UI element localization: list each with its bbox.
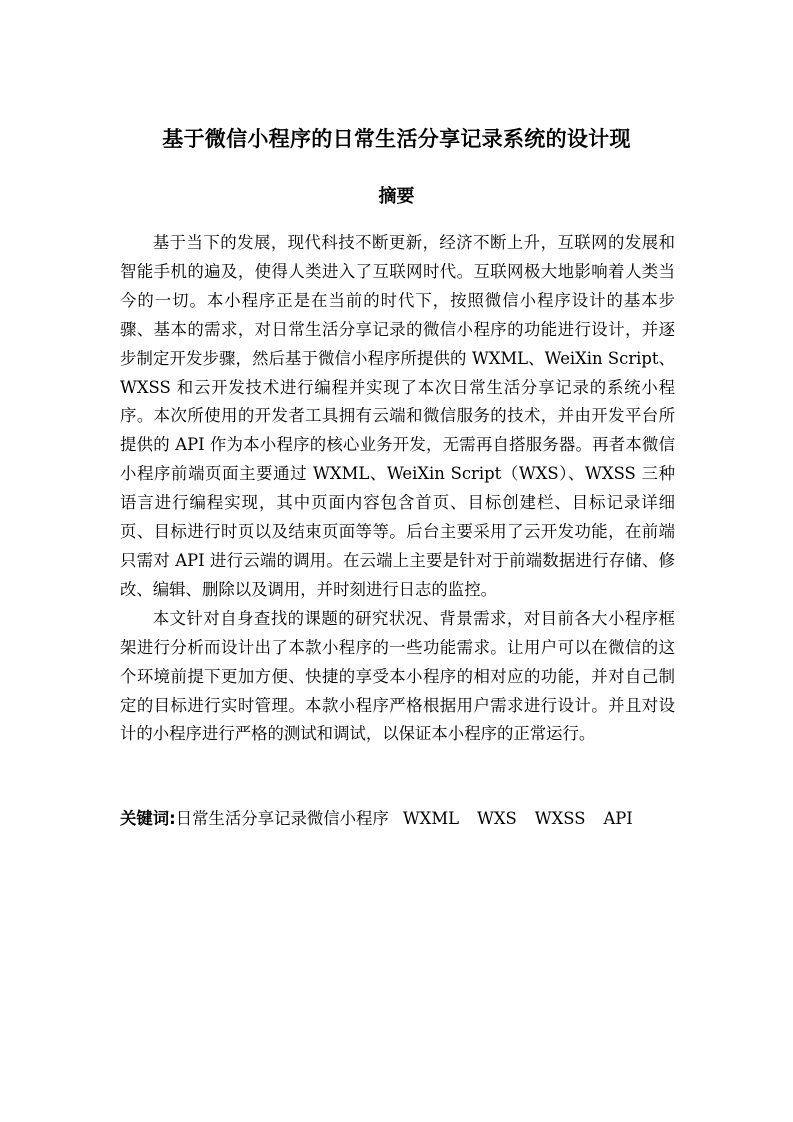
abstract-paragraph-2: 本文针对自身查找的课题的研究状况、背景需求，对目前各大小程序框架进行分析而设计出了本款小程序的一些功能需求。让用户可以在微信的这个环境前提下更加方便、快捷的享受本小程序的相对应的功能，并对自己制定的目标进行实时管理。本款小程序严格根据用户需求进行设计。并且对设计的小程序进行严格的测试和调试，以保证本小程序的正常运行。	[120, 608, 675, 744]
abstract-heading: 摘要	[378, 186, 415, 207]
keywords-label: 关键词:	[120, 809, 176, 828]
keyword-item: 日常生活分享记录微信小程序	[175, 809, 389, 828]
keywords-line	[120, 804, 680, 834]
keyword-item: WXML	[402, 809, 459, 828]
abstract-body	[120, 229, 675, 749]
document-title: 基于微信小程序的日常生活分享记录系统的设计现	[162, 127, 631, 151]
abstract-paragraph-1: 基于当下的发展，现代科技不断更新，经济不断上升，互联网的发展和智能手机的遍及，使得人类进入了互联网时代。互联网极大地影响着人类当今的一切。本小程序正是在当前的时代下，按照微信小程序设计的基本步骤、基本的需求，对日常生活分享记录的微信小程序的功能进行设计，并逐步制定开发步骤，然后基于微信小程序所提供的 WXML、WeiXin Script、WXSS 和云开发技术进行编程并实现了本次日常生活分享记录的系统小程序。本次所使用的开发者工具拥有云端和微信服务的技术，并由开发平台所提供的 API 作为本小程序的核心业务开发，无需再自搭服务器。再者本微信小程序前端页面主要通过 WXML、WeiXin Script（WXS）、WXSS 三种语言进行编程实现，其中页面内容包含首页、目标创建栏、目标记录详细页、目标进行时页以及结束页面等等。后台主要采用了云开发功能，在前端只需对 API 进行云端的调用。在云端上主要是针对于前端数据进行存储、修改、编辑、删除以及调用，并时刻进行日志的监控。	[120, 233, 675, 599]
keyword-item: WXS	[477, 809, 517, 828]
keyword-item: API	[603, 809, 633, 828]
keyword-item: WXSS	[534, 809, 586, 828]
